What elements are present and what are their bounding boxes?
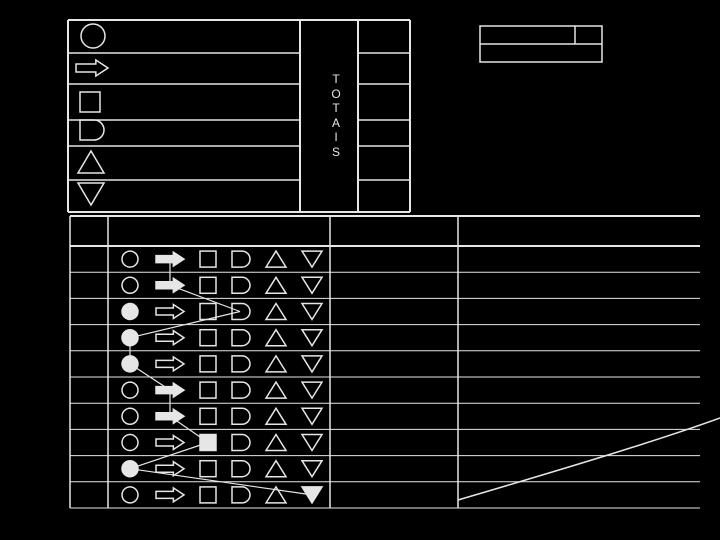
row-d-shape-icon xyxy=(232,408,250,424)
row-d-shape-icon xyxy=(232,461,250,477)
row-circle-icon xyxy=(122,435,138,451)
row-d-shape-icon xyxy=(232,356,250,372)
row-circle-icon xyxy=(122,304,138,320)
totais-letter: T xyxy=(332,101,340,115)
row-square-icon xyxy=(200,461,216,477)
row-triangle-up-icon xyxy=(266,356,286,372)
row-triangle-up-icon xyxy=(266,277,286,293)
row-square-icon xyxy=(200,277,216,293)
row-square-icon xyxy=(200,382,216,398)
row-circle-icon xyxy=(122,487,138,503)
row-triangle-down-icon xyxy=(302,382,322,398)
row-square-icon xyxy=(200,330,216,346)
row-d-shape-icon xyxy=(232,382,250,398)
row-d-shape-icon xyxy=(232,304,250,320)
row-square-icon xyxy=(200,251,216,267)
row-triangle-up-icon xyxy=(266,330,286,346)
row-circle-icon xyxy=(122,277,138,293)
row-triangle-down-icon xyxy=(302,461,322,477)
row-triangle-up-icon xyxy=(266,251,286,267)
row-triangle-down-icon xyxy=(302,304,322,320)
row-triangle-down-icon xyxy=(302,330,322,346)
row-triangle-up-icon xyxy=(266,435,286,451)
arrow-icon xyxy=(76,60,108,76)
row-square-icon xyxy=(200,356,216,372)
row-d-shape-icon xyxy=(232,277,250,293)
row-triangle-up-icon xyxy=(266,304,286,320)
page-curl-edge xyxy=(458,418,720,500)
row-triangle-up-icon xyxy=(266,382,286,398)
row-arrow-icon xyxy=(156,357,184,371)
row-arrow-icon xyxy=(156,436,184,450)
totais-letter: A xyxy=(331,115,340,130)
row-triangle-down-icon xyxy=(302,356,322,372)
row-triangle-down-icon xyxy=(302,277,322,293)
row-d-shape-icon xyxy=(232,487,250,503)
triangle-down-icon xyxy=(78,183,104,205)
row-triangle-down-icon xyxy=(302,408,322,424)
row-arrow-icon xyxy=(156,488,184,502)
row-arrow-icon xyxy=(156,305,184,319)
row-circle-icon xyxy=(122,251,138,267)
row-triangle-down-icon xyxy=(302,251,322,267)
row-square-icon xyxy=(200,487,216,503)
totais-letter: I xyxy=(334,130,338,144)
row-d-shape-icon xyxy=(232,251,250,267)
triangle-up-icon xyxy=(78,151,104,173)
row-arrow-icon xyxy=(156,331,184,345)
row-circle-icon xyxy=(122,382,138,398)
circle-icon xyxy=(81,24,105,48)
row-square-icon xyxy=(200,408,216,424)
row-square-icon xyxy=(200,304,216,320)
row-triangle-down-icon xyxy=(302,435,322,451)
row-triangle-up-icon xyxy=(266,408,286,424)
row-triangle-up-icon xyxy=(266,461,286,477)
totais-letter: T xyxy=(332,72,340,86)
totais-letter: O xyxy=(331,86,341,101)
row-d-shape-icon xyxy=(232,435,250,451)
square-icon xyxy=(80,92,100,112)
row-circle-icon xyxy=(122,408,138,424)
totais-letter: S xyxy=(331,144,340,159)
d-shape-icon xyxy=(80,120,104,140)
row-d-shape-icon xyxy=(232,330,250,346)
